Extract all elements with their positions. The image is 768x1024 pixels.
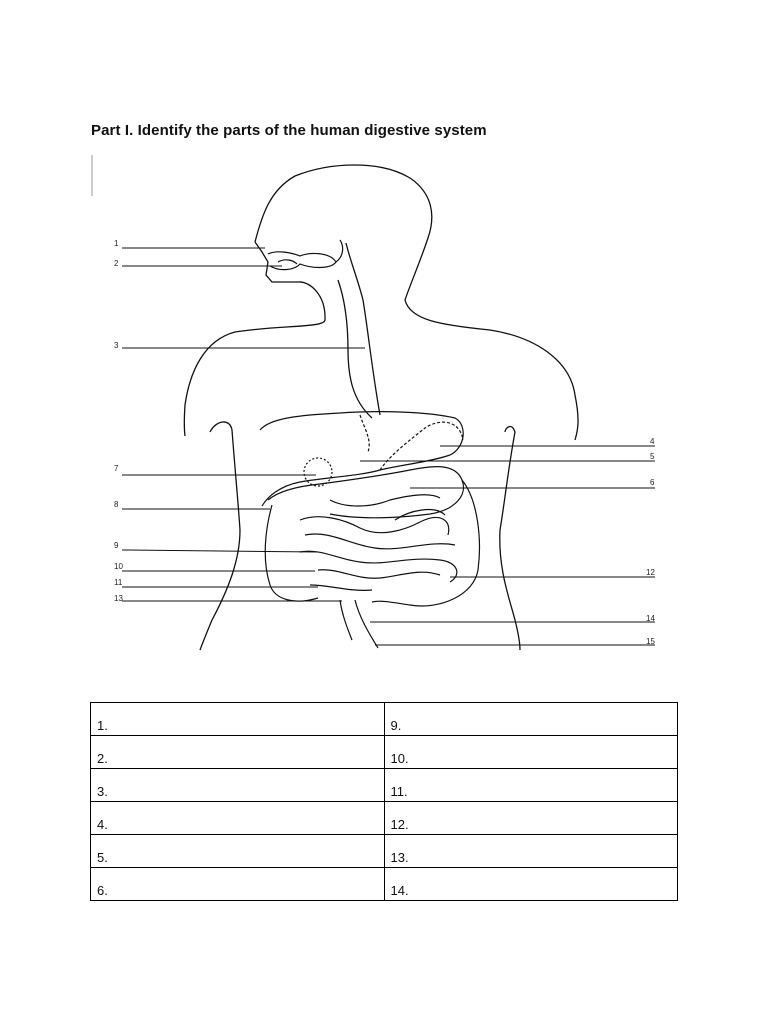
label-num: 13: [114, 594, 123, 603]
answer-cell[interactable]: 6.: [91, 868, 385, 901]
answer-cell[interactable]: 4.: [91, 802, 385, 835]
label-num: 1: [114, 239, 119, 248]
label-num: 8: [114, 500, 119, 509]
mouth-region: [268, 240, 343, 270]
answer-cell[interactable]: 9.: [384, 703, 678, 736]
table-row: [91, 736, 678, 769]
label-num: 5: [650, 452, 655, 461]
table-row: [91, 703, 678, 736]
label-num: 15: [646, 637, 655, 646]
answer-table: [90, 702, 678, 901]
answer-cell[interactable]: 2.: [91, 736, 385, 769]
diagram-labels: [114, 239, 655, 646]
table-row: [91, 802, 678, 835]
label-num: 4: [650, 437, 655, 446]
answer-cell[interactable]: 3.: [91, 769, 385, 802]
abdominal-organs: [260, 412, 479, 648]
table-row: [91, 868, 678, 901]
label-num: 10: [114, 562, 123, 571]
answer-cell[interactable]: 1.: [91, 703, 385, 736]
table-row: [91, 835, 678, 868]
label-num: 3: [114, 341, 119, 350]
leader-lines: [122, 248, 655, 645]
page-title: Part I. Identify the parts of the human digestive system: [91, 122, 487, 139]
answer-cell[interactable]: 10.: [384, 736, 678, 769]
label-num: 9: [114, 541, 119, 550]
label-num: 12: [646, 568, 655, 577]
label-num: 6: [650, 478, 655, 487]
label-num: 7: [114, 464, 119, 473]
answer-cell[interactable]: 14.: [384, 868, 678, 901]
label-num: 2: [114, 259, 119, 268]
table-row: [91, 769, 678, 802]
answer-cell[interactable]: 11.: [384, 769, 678, 802]
answer-cell[interactable]: 5.: [91, 835, 385, 868]
label-num: 11: [114, 578, 123, 587]
label-num: 14: [646, 614, 655, 623]
answer-cell[interactable]: 12.: [384, 802, 678, 835]
answer-cell[interactable]: 13.: [384, 835, 678, 868]
